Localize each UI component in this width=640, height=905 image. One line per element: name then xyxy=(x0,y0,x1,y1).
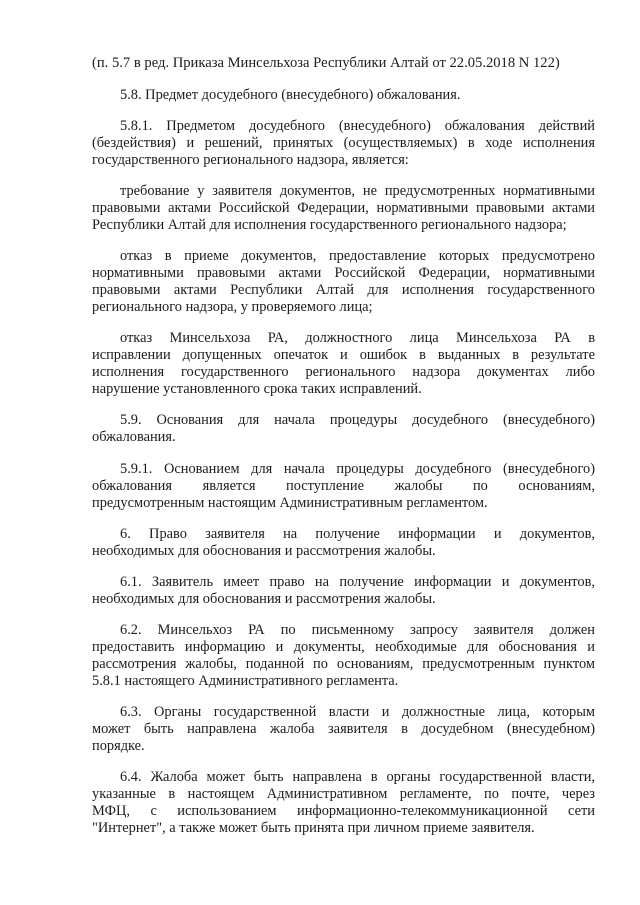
paragraph-5-9-line-1: 5.9. Основания для начала процедуры досудебного (внесудебного) xyxy=(120,412,595,428)
paragraph-5-9-1-line-3: предусмотренным настоящим Административным регламентом. xyxy=(92,495,488,511)
paragraph-5-8-1-line-2: (бездействия) и решений, принятых (осуществляемых) в ходе исполнения xyxy=(92,135,595,151)
paragraph-refusal-corrections-line-1: отказ Минсельхоза РА, должностного лица Минсельхоза РА в xyxy=(120,330,595,346)
paragraph-6-1-line-2: необходимых для обоснования и рассмотрения жалобы. xyxy=(92,591,436,607)
paragraph-refusal-docs-line-3: правовыми актами Республики Алтай для исполнения государственного xyxy=(92,282,595,298)
paragraph-5-8-1-line-3: государственного регионального надзора, является: xyxy=(92,152,409,168)
paragraph-demand-line-1: требование у заявителя документов, не предусмотренных нормативными xyxy=(120,183,595,199)
paragraph-refusal-corrections-line-2: исправлении допущенных опечаток и ошибок в выданных в результате xyxy=(92,347,595,363)
paragraph-6-3-line-1: 6.3. Органы государственной власти и должностные лица, которым xyxy=(120,704,595,720)
paragraph-6-3-line-2: может быть направлена жалоба заявителя в досудебном (внесудебном) xyxy=(92,721,595,737)
paragraph-5-8-1-line-1: 5.8.1. Предметом досудебного (внесудебного) обжалования действий xyxy=(120,118,595,134)
paragraph-5-8-line-1: 5.8. Предмет досудебного (внесудебного) обжалования. xyxy=(120,87,461,103)
paragraph-6-line-2: необходимых для обоснования и рассмотрения жалобы. xyxy=(92,543,436,559)
paragraph-refusal-corrections-line-3: исполнения государственного регионального надзора документах либо xyxy=(92,364,595,380)
paragraph-6-4-line-2: указанные в настоящем Административном регламенте, по почте, через xyxy=(92,786,595,802)
paragraph-6-line-1: 6. Право заявителя на получение информации и документов, xyxy=(120,526,595,542)
paragraph-5-9-1-line-1: 5.9.1. Основанием для начала процедуры досудебного (внесудебного) xyxy=(120,461,595,477)
paragraph-6-3-line-3: порядке. xyxy=(92,738,145,754)
paragraph-6-4-line-3: МФЦ, с использованием информационно-телекоммуникационной сети xyxy=(92,803,595,819)
paragraph-refusal-docs-line-2: нормативными правовыми актами Российской Федерации, нормативными xyxy=(92,265,595,281)
paragraph-6-2-line-4: 5.8.1 настоящего Административного регламента. xyxy=(92,673,399,689)
paragraph-6-4-line-4: "Интернет", а также может быть принята при личном приеме заявителя. xyxy=(92,820,535,836)
paragraph-6-1-line-1: 6.1. Заявитель имеет право на получение информации и документов, xyxy=(120,574,595,590)
paragraph-5-9-line-2: обжалования. xyxy=(92,429,176,445)
paragraph-refusal-corrections-line-4: нарушение установленного срока таких исправлений. xyxy=(92,381,422,397)
paragraph-refusal-docs-line-1: отказ в приеме документов, предоставление которых предусмотрено xyxy=(120,248,595,264)
reference-note: (п. 5.7 в ред. Приказа Минсельхоза Республики Алтай от 22.05.2018 N 122) xyxy=(92,55,560,71)
paragraph-5-9-1-line-2: обжалования является поступление жалобы по основаниям, xyxy=(92,478,595,494)
paragraph-6-2-line-3: рассмотрения жалобы, поданной по основаниям, предусмотренным пунктом xyxy=(92,656,595,672)
paragraph-refusal-docs-line-4: регионального надзора, у проверяемого лица; xyxy=(92,299,373,315)
paragraph-demand-line-3: Республики Алтай для исполнения государственного регионального надзора; xyxy=(92,217,567,233)
paragraph-6-4-line-1: 6.4. Жалоба может быть направлена в органы государственной власти, xyxy=(120,769,595,785)
paragraph-6-2-line-2: предоставить информацию и документы, необходимые для обоснования и xyxy=(92,639,595,655)
paragraph-demand-line-2: правовыми актами Российской Федерации, нормативными правовыми актами xyxy=(92,200,595,216)
paragraph-6-2-line-1: 6.2. Минсельхоз РА по письменному запросу заявителя должен xyxy=(120,622,595,638)
